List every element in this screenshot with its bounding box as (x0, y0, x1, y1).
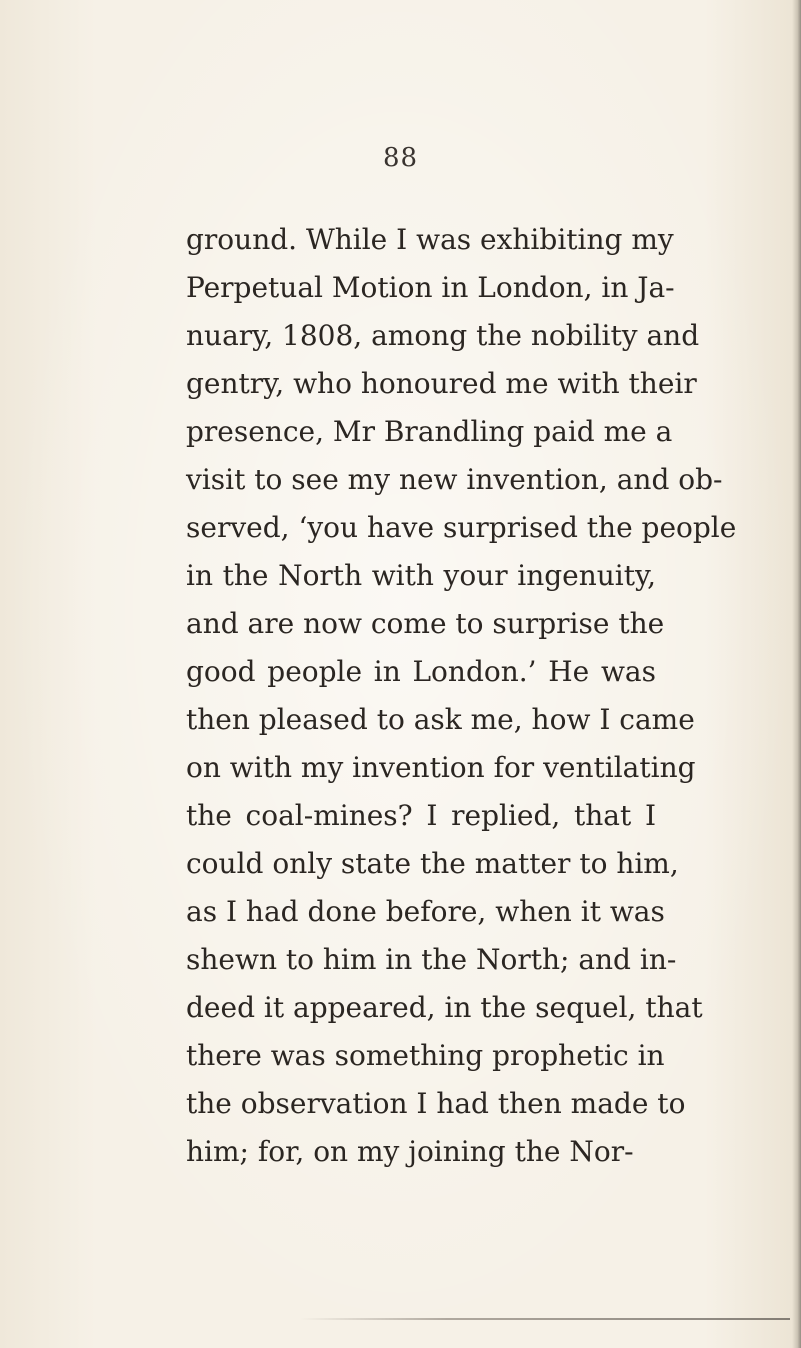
text-line: visit to see my new invention, and ob- (186, 463, 723, 496)
text-line: served, ‘you have surprised the people (186, 511, 737, 544)
page-edge-shadow (792, 0, 801, 1348)
text-line: could only state the matter to him, (186, 847, 679, 880)
page-bottom-edge (300, 1318, 790, 1320)
text-line: as I had done before, when it was (186, 895, 665, 928)
text-line: deed it appeared, in the sequel, that (186, 991, 703, 1024)
text-line: the observation I had then made to (186, 1087, 686, 1120)
body-text (186, 216, 737, 1176)
text-line: on with my invention for ventilating (186, 751, 696, 784)
text-line: and are now come to surprise the (186, 607, 665, 640)
page-number: 88 (382, 143, 419, 173)
text-line: in the North with your ingenuity, (186, 559, 656, 592)
text-line: shewn to him in the North; and in- (186, 943, 677, 976)
text-line: ground. While I was exhibiting my (186, 223, 674, 256)
text-line: then pleased to ask me, how I came (186, 703, 695, 736)
text-line: good people in London.’ He was (186, 655, 656, 688)
text-line: there was something prophetic in (186, 1039, 665, 1072)
text-line: Perpetual Motion in London, in Ja- (186, 271, 675, 304)
text-line: him; for, on my joining the Nor- (186, 1135, 634, 1168)
text-line: nuary, 1808, among the nobility and (186, 319, 700, 352)
text-line: the coal-mines? I replied, that I (186, 799, 656, 832)
text-line: presence, Mr Brandling paid me a (186, 415, 673, 448)
text-line: gentry, who honoured me with their (186, 367, 697, 400)
